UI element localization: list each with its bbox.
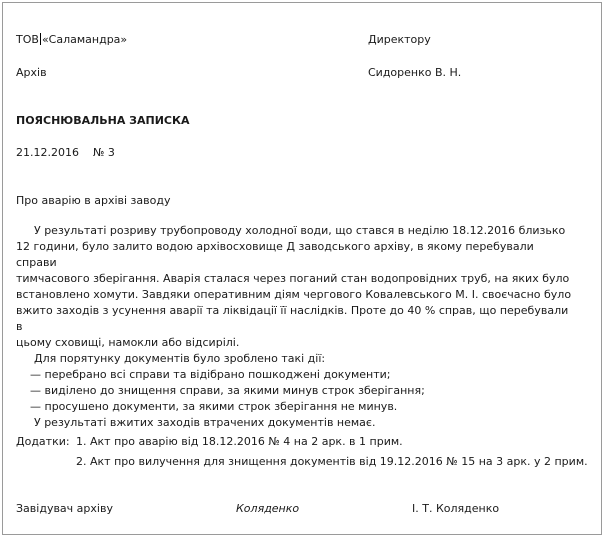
org-prefix: ТОВ — [16, 33, 39, 46]
body-line: вжито заходів з усунення аварії та ліквідації її наслідків. Проте до 40 % справ, що перебували в — [16, 304, 569, 333]
document-subject: Про аварію в архіві заводу — [16, 194, 171, 207]
body-line: тимчасового зберігання. Аварія сталася через поганий стан водопровідних труб, на яких було — [16, 272, 570, 285]
list-item: — просушено документи, за якими строк зберігання не минув. — [30, 400, 398, 413]
measures-intro: Для порятунку документів було зроблено такі дії: — [34, 352, 326, 365]
organization-name — [16, 32, 127, 48]
attachment-item-1: 1. Акт про аварію від 18.12.2016 № 4 на 2 арк. в 1 прим. — [76, 435, 403, 448]
body-line: У результаті розриву трубопроводу холодної води, що стався в неділю 18.12.2016 близько — [34, 224, 566, 237]
body-line: цьому сховищі, намокли або відсирілі. — [16, 336, 240, 349]
department-name: Архів — [16, 66, 47, 79]
text-cursor — [40, 33, 41, 45]
date-and-number: 21.12.2016 № 3 — [16, 146, 115, 159]
handwritten-signature: Коляденко — [236, 502, 300, 515]
signer-position: Завідувач архіву — [16, 502, 113, 515]
attachments-label: Додатки: — [16, 435, 70, 448]
document-body — [16, 223, 576, 431]
signer-name: І. Т. Коляденко — [412, 502, 500, 515]
org-quoted-name: «Саламандра» — [41, 33, 128, 46]
body-line: 12 години, було залито водою архівосховище Д заводського архіву, в якому перебували справи — [16, 240, 534, 269]
recipient-title: Директору — [368, 33, 431, 46]
list-item: — перебрано всі справи та відібрано пошкоджені документи; — [30, 368, 391, 381]
conclusion: У результаті вжитих заходів втрачених документів немає. — [34, 416, 376, 429]
attachment-item-2: 2. Акт про вилучення для знищення документів від 19.12.2016 № 15 на 3 арк. у 2 прим. — [76, 455, 588, 468]
document-page — [2, 2, 602, 535]
recipient-name: Сидоренко В. Н. — [368, 66, 462, 79]
list-item: — виділено до знищення справи, за якими минув строк зберігання; — [30, 384, 425, 397]
body-line: встановлено хомути. Завдяки оперативним діям чергового Ковалевського М. І. своєчасно було — [16, 288, 572, 301]
document-type: ПОЯСНЮВАЛЬНА ЗАПИСКА — [16, 114, 190, 127]
